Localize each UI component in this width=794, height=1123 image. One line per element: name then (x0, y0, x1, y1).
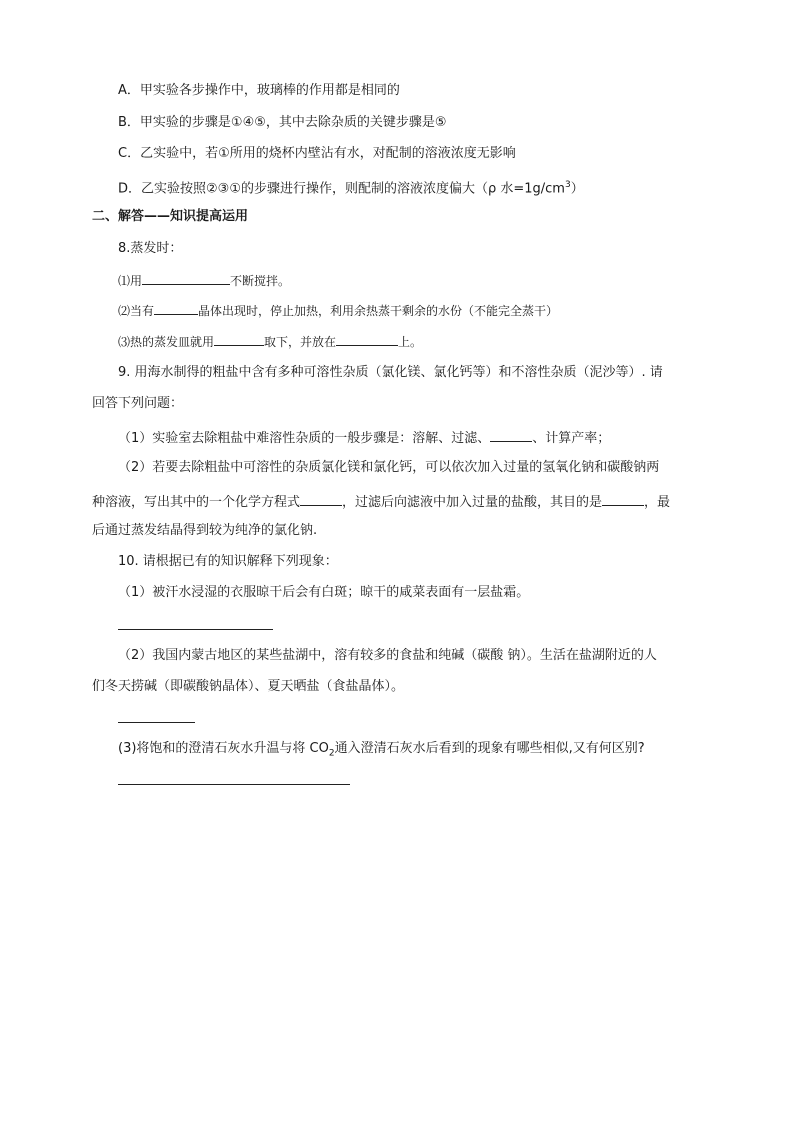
q8-blank-1[interactable] (142, 270, 230, 285)
q10-answer-line-1[interactable] (118, 629, 273, 630)
q9-sub2-line2-c: ，最 (644, 495, 671, 510)
q10-answer-line-2[interactable] (118, 722, 195, 723)
q10-sub3-suffix: 通入澄清石灰水后看到的现象有哪些相似,又有何区别? (334, 741, 645, 756)
q9-stem-line1: 9. 用海水制得的粗盐中含有多种可溶性杂质（氯化镁、氯化钙等）和不溶性杂质（泥沙等）. 请 (118, 365, 663, 380)
q9-sub1-prefix: （1）实验室去除粗盐中难溶性杂质的一般步骤是：溶解、过滤、 (118, 431, 491, 446)
q9-blank-1[interactable] (490, 427, 532, 442)
q9-sub2-line3: 后通过蒸发结晶得到较为纯净的氯化钠. (92, 523, 318, 538)
q9-sub2-line2-b: ，过滤后向滤液中加入过量的盐酸，其目的是 (342, 495, 603, 510)
q8-part1 (118, 270, 290, 290)
q8-part3-suffix: 上。 (398, 335, 423, 349)
q8-part2-prefix: ⑵当有 (118, 304, 155, 318)
q9-blank-3[interactable] (602, 491, 644, 506)
option-c: C．乙实验中，若①所用的烧杯内壁沾有水，对配制的溶液浓度无影响 (118, 146, 516, 161)
q9-sub2-line2 (92, 491, 670, 512)
q8-blank-2[interactable] (154, 300, 198, 315)
q10-sub2-line1: （2）我国内蒙古地区的某些盐湖中，溶有较多的食盐和纯碱（碳酸 钠）。生活在盐湖附近的人 (118, 648, 657, 663)
q9-sub1 (118, 427, 610, 448)
q10-sub3 (118, 740, 645, 763)
q8-title: 8.蒸发时： (118, 241, 183, 256)
option-d-superscript: 3 (564, 180, 571, 190)
option-b: B．甲实验的步骤是①④⑤，其中去除杂质的关键步骤是⑤ (118, 115, 447, 130)
q8-part2-suffix: 晶体出现时，停止加热，利用余热蒸干剩余的水份（不能完全蒸干） (198, 304, 559, 318)
q8-blank-4[interactable] (336, 331, 398, 346)
option-a: A．甲实验各步操作中，玻璃棒的作用都是相同的 (118, 83, 400, 98)
q10-sub1: （1）被汗水浸湿的衣服晾干后会有白斑；晾干的咸菜表面有一层盐霜。 (118, 585, 530, 600)
q10-stem: 10. 请根据已有的知识解释下列现象： (118, 554, 338, 569)
q10-sub3-prefix: (3)将饱和的澄清石灰水升温与将 CO (118, 741, 329, 756)
option-d-text: D．乙实验按照②③①的步骤进行操作，则配制的溶液浓度偏大（ρ 水=1g/cm (118, 181, 565, 197)
q9-stem-line2: 回答下列问题： (92, 396, 184, 411)
section-heading: 二、解答——知识提高运用 (92, 209, 249, 224)
q9-sub2-line1: （2）若要去除粗盐中可溶性的杂质氯化镁和氯化钙，可以依次加入过量的氢氧化钠和碳酸钠两 (118, 460, 660, 475)
q8-part3 (118, 331, 422, 351)
q10-sub3-subscript: 2 (328, 748, 335, 759)
q10-answer-line-3[interactable] (118, 784, 350, 785)
q9-sub1-suffix: 、计算产率； (532, 431, 611, 446)
q10-sub2-line2: 们冬天捞碱（即碳酸钠晶体）、夏天晒盐（食盐晶体）。 (92, 679, 405, 694)
q9-blank-2[interactable] (300, 491, 342, 506)
q8-part3-mid: 取下，并放在 (264, 335, 337, 349)
option-d (118, 176, 584, 198)
q9-sub2-line2-a: 种溶液，写出其中的一个化学方程式 (92, 495, 301, 510)
q8-blank-3[interactable] (214, 331, 264, 346)
option-d-close: ） (570, 181, 584, 197)
q8-part1-prefix: ⑴用 (118, 274, 143, 288)
q8-part2 (118, 300, 558, 320)
q8-part3-prefix: ⑶热的蒸发皿就用 (118, 335, 215, 349)
q8-part1-suffix: 不断搅拌。 (230, 274, 291, 288)
